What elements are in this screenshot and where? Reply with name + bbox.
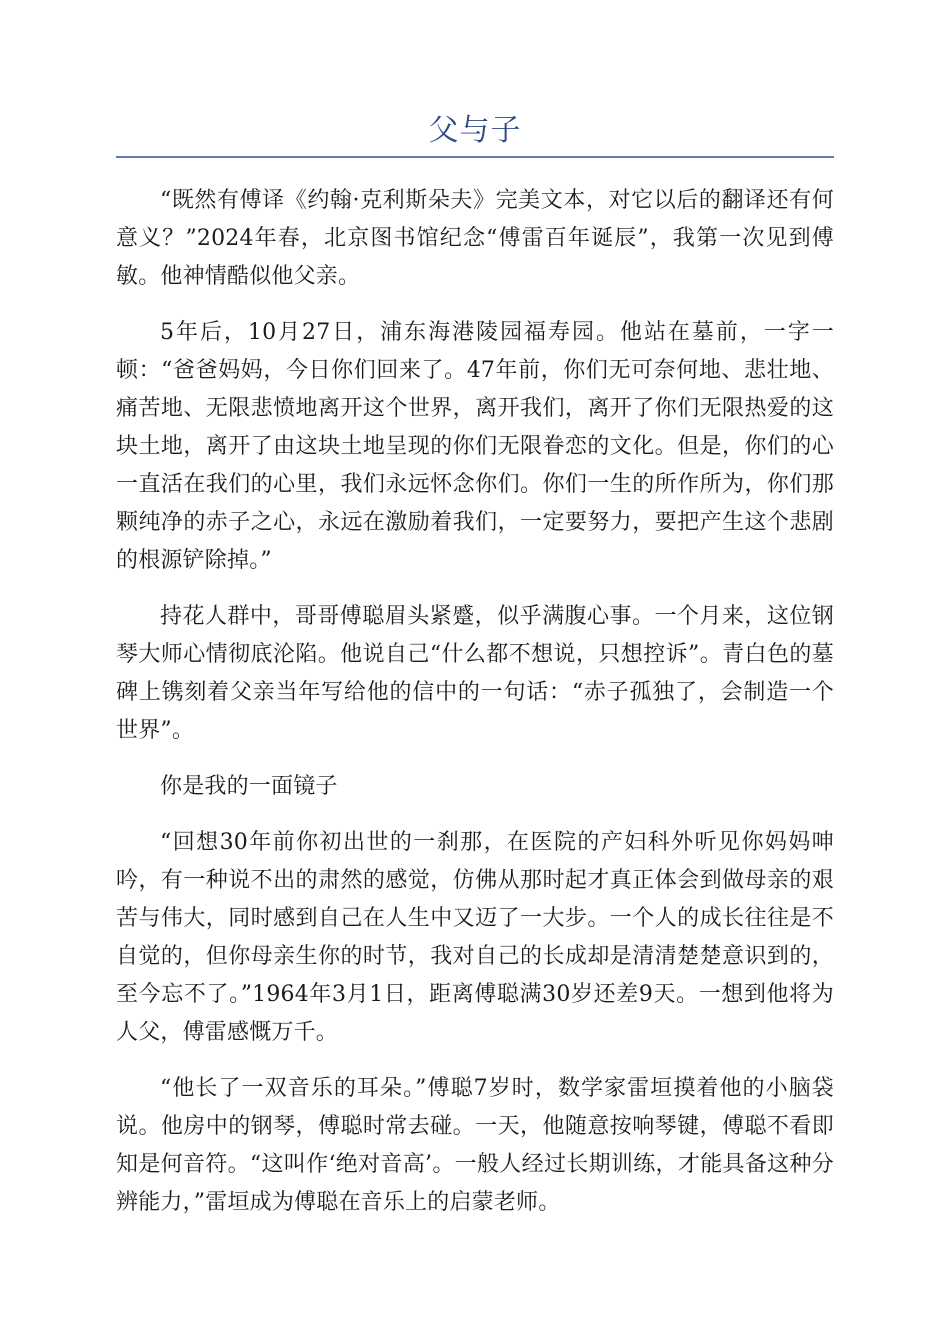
document-title: 父与子 xyxy=(428,113,522,148)
paragraph-1: “既然有傅译《约翰·克利斯朵夫》完美文本，对它以后的翻译还有何意义？”2024年春，北京图书馆纪念“傅雷百年诞辰”，我第一次见到傅敏。他神情酷似他父亲。 xyxy=(116,188,834,289)
paragraph-2: 5年后，10月27日，浦东海港陵园福寿园。他站在墓前，一字一顿：“爸爸妈妈，今日你们回来了。47年前，你们无可奈何地、悲壮地、痛苦地、无限悲愤地离开这个世界，离开我们，离开了你们无限热爱的这块土地，离开了由这块土地呈现的你们无限眷恋的文化。但是，你们的心一直活在我们的心里，我们永远怀念你们。你们一生的所作所为，你们那颗纯净的赤子之心，永远在激励着我们，一定要努力，要把产生这个悲剧的根源铲除掉。” xyxy=(116,320,834,573)
paragraph-4: “回想30年前你初出世的一刹那，在医院的产妇科外听见你妈妈呻吟，有一种说不出的肃然的感觉，仿佛从那时起才真正体会到做母亲的艰苦与伟大，同时感到自己在人生中又迈了一大步。一个人的成长往往是不自觉的，但你母亲生你的时节，我对自己的长成却是清清楚楚意识到的，至今忘不了。”1964年3月1日，距离傅聪满30岁还差9天。一想到他将为人父，傅雷感慨万千。 xyxy=(116,830,834,1045)
paragraph-3: 持花人群中，哥哥傅聪眉头紧蹙，似乎满腹心事。一个月来，这位钢琴大师心情彻底沦陷。他说自己“什么都不想说，只想控诉”。青白色的墓碑上镌刻着父亲当年写给他的信中的一句话：“赤子孤独了，会制造一个世界”。 xyxy=(116,604,834,743)
title-block xyxy=(116,110,834,158)
section-heading: 你是我的一面镜子 xyxy=(160,774,338,799)
paragraph-5: “他长了一双音乐的耳朵。”傅聪7岁时，数学家雷垣摸着他的小脑袋说。他房中的钢琴，傅聪时常去碰。一天，他随意按响琴键，傅聪不看即知是何音符。“这叫作‘绝对音高’。一般人经过长期训练，才能具备这种分辨能力，”雷垣成为傅聪在音乐上的启蒙老师。 xyxy=(116,1076,834,1215)
document-body xyxy=(116,182,834,1240)
